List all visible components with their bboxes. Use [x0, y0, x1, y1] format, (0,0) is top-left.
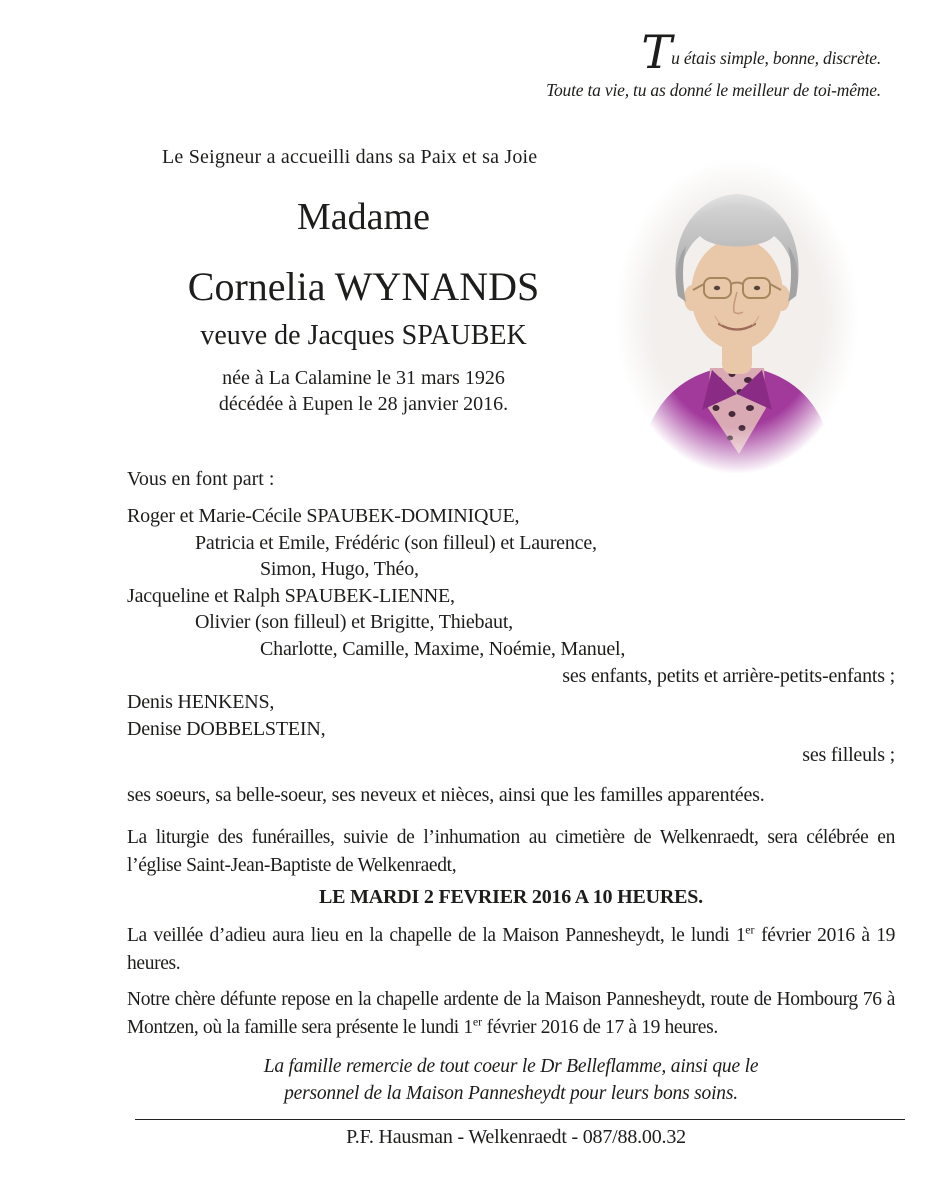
- ordinal-superscript: er: [472, 1014, 483, 1029]
- epigraph-line-1: [546, 25, 881, 79]
- family-line: Denise DOBBELSTEIN,: [127, 717, 326, 740]
- epigraph-line-2: Toute ta vie, tu as donné le meilleur de toi-même.: [546, 80, 881, 100]
- epigraph-initial: T: [641, 25, 672, 79]
- vigil-text: La veillée d’adieu aura lieu en la chapelle de la Maison Pannesheydt, le lundi 1: [127, 925, 746, 946]
- deceased-title: Madame: [297, 196, 430, 238]
- funeral-home-line: P.F. Hausman - Welkenraedt - 087/88.00.32: [346, 1126, 686, 1148]
- family-line: Roger et Marie-Cécile SPAUBEK-DOMINIQUE,: [127, 505, 520, 527]
- family-line: Simon, Hugo, Théo,: [260, 558, 419, 581]
- liturgy-paragraph: La liturgie des funérailles, suivie de l’inhumation au cimetière de Welkenraedt, sera célébrée en l’église Saint-Jean-Baptiste de Welkenraedt,: [127, 827, 895, 876]
- portrait-illustration: [612, 156, 862, 476]
- family-role-line: ses enfants, petits et arrière-petits-enfants ;: [562, 664, 895, 687]
- repose-text-continued: février 2016 de 17 à 19 heures.: [482, 1017, 718, 1038]
- family-line: Patricia et Emile, Frédéric (son filleul) et Laurence,: [195, 531, 597, 554]
- epigraph-quote: [546, 25, 881, 102]
- thanks-note: [127, 1053, 895, 1107]
- thanks-note-text: La famille remercie de tout coeur le Dr Belleflamme, ainsi que le personnel de la Maison Pannesheydt pour leurs bons soins.: [263, 1056, 759, 1104]
- ordinal-superscript: er: [745, 922, 755, 937]
- deceased-name: Cornelia WYNANDS: [187, 264, 540, 309]
- family-line: Denis HENKENS,: [127, 691, 275, 714]
- relatives-line: ses soeurs, sa belle-soeur, ses neveux et nièces, ainsi que les familles apparentées.: [127, 783, 765, 806]
- epigraph-line-1-text: u étais simple, bonne, discrète.: [671, 48, 881, 68]
- family-list: [127, 503, 895, 809]
- family-role-line: ses filleuls ;: [802, 744, 895, 767]
- deceased-block: [127, 195, 600, 417]
- deceased-death-line: décédée à Eupen le 28 janvier 2016.: [218, 393, 509, 415]
- family-line: Jacqueline et Ralph SPAUBEK-LIENNE,: [127, 584, 455, 607]
- portrait-eye-right: [754, 286, 760, 290]
- portrait-eye-left: [714, 286, 720, 290]
- repose-text: Notre chère défunte repose en la chapelle ardente de la Maison Pannesheydt, route de Hombourg 76 à Montzen, où la famille sera présente le lundi 1: [127, 989, 895, 1038]
- vigil-paragraph: [127, 922, 895, 978]
- repose-paragraph: [127, 986, 895, 1042]
- announcement-lead: Vous en font part :: [127, 468, 275, 490]
- deceased-birth-line: née à La Calamine le 31 mars 1926: [222, 367, 505, 389]
- family-line: Charlotte, Camille, Maxime, Noémie, Manuel,: [260, 637, 626, 660]
- opening-line: Le Seigneur a accueilli dans sa Paix et sa Joie: [162, 146, 538, 168]
- service-datetime: LE MARDI 2 FEVRIER 2016 A 10 HEURES.: [319, 886, 703, 908]
- deceased-portrait-photo: [612, 156, 862, 476]
- family-line: Olivier (son filleul) et Brigitte, Thiebaut,: [195, 611, 513, 634]
- vigil-text-continued: février 2016 à 19 heures.: [127, 925, 895, 974]
- footer-divider: [135, 1119, 905, 1120]
- deceased-relationship: veuve de Jacques SPAUBEK: [200, 320, 527, 351]
